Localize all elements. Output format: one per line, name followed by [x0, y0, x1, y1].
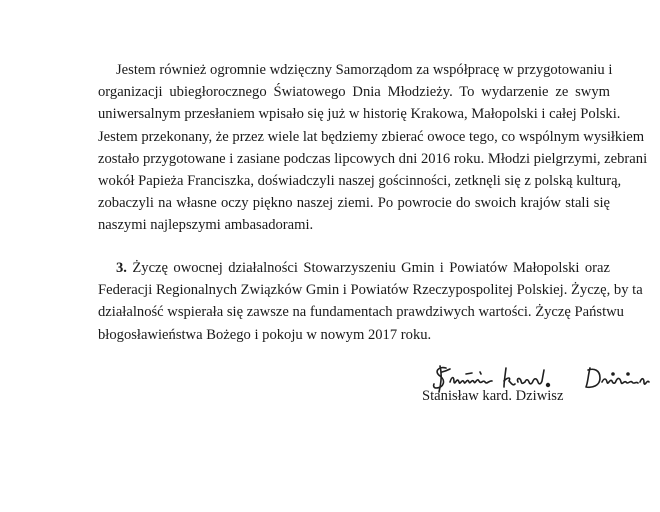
paragraph-line: działalność wspierała się zawsze na fundamentach prawdziwych wartości. Życzę Państwu [98, 304, 624, 321]
paragraph-number: 3. [116, 260, 127, 276]
paragraph-first-line [98, 257, 610, 279]
paragraph-line: wokół Papieża Franciszka, doświadczyli naszej gościnności, zetknęli się z polską kulturą, [98, 173, 622, 190]
paragraph-1 [98, 59, 648, 237]
paragraph-line-text: Życzę owocnej działalności Stowarzyszeniu Gmin i Powiatów Małopolski oraz [132, 260, 610, 276]
paragraph-line: Federacji Regionalnych Związków Gmin i Powiatów Rzeczypospolitej Polskiej. Życzę, by ta [98, 282, 643, 299]
paragraph-line: naszymi najlepszymi ambasadorami. [98, 217, 314, 234]
paragraph-line: Jestem również ogromnie wdzięczny Samorządom za współpracę w przygotowaniu i [116, 62, 613, 78]
paragraph-3 [98, 257, 643, 346]
paragraph-line: zostało przygotowane i zasiane podczas lipcowych dni 2016 roku. Młodzi pielgrzymi, zebrani [98, 150, 648, 167]
paragraph-line: uniwersalnym przesłaniem wpisało się już w historię Krakowa, Małopolski i całej Polski. [98, 106, 621, 123]
paragraph-line: zobaczyli na własne oczy piękno naszej ziemi. Po powrocie do swoich krajów stali się [98, 195, 610, 212]
signer-name: Stanisław kard. Dziwisz [422, 388, 564, 404]
paragraph-line: błogosławieństwa Bożego i pokoju w nowym 2017 roku. [98, 326, 432, 343]
paragraph-line: organizacji ubiegłorocznego Światowego Dnia Młodzieży. To wydarzenie ze swym [98, 84, 610, 101]
paragraph-line: Jestem przekonany, że przez wiele lat będziemy zbierać owoce tego, co wspólnym wysiłkiem [98, 128, 645, 145]
